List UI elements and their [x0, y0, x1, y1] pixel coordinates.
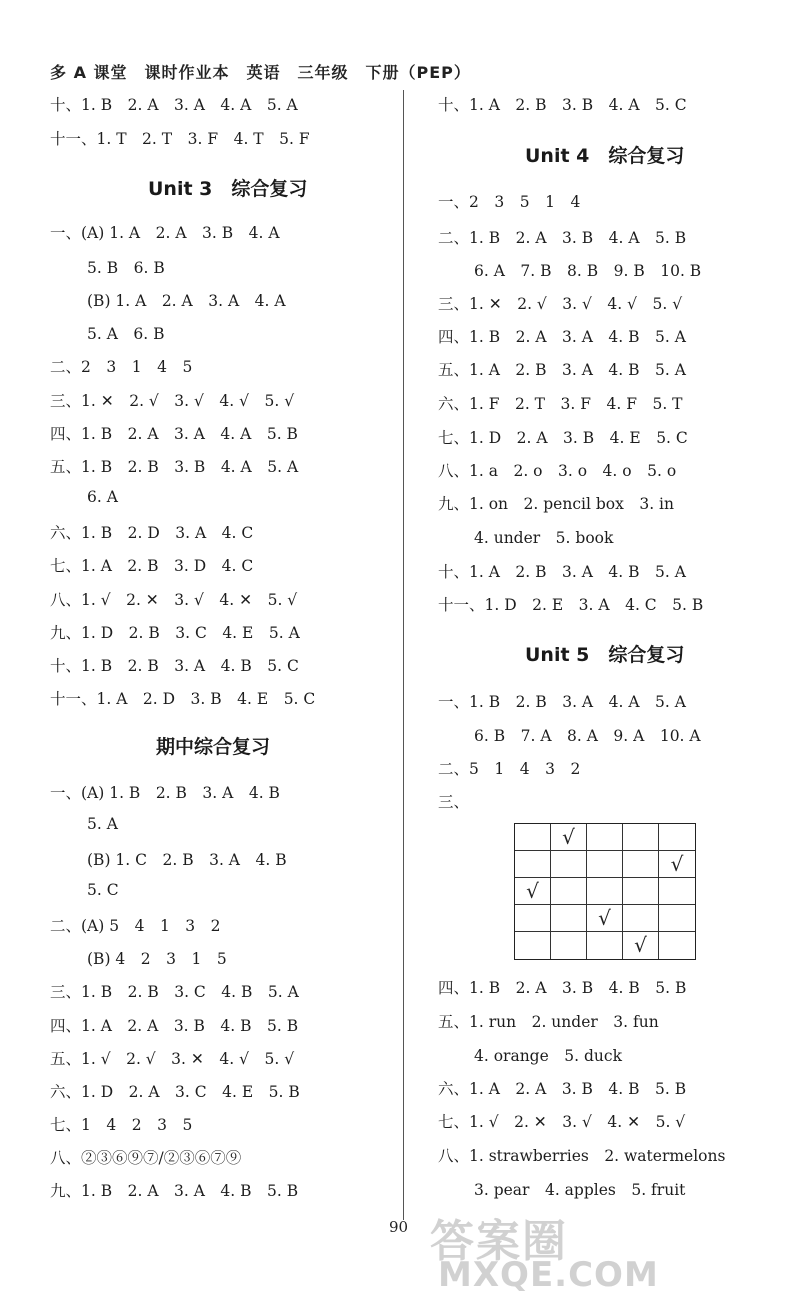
right-answer-line: 一、1. B 2. B 3. A 4. A 5. A — [438, 693, 686, 711]
grid-cell — [515, 932, 551, 959]
right-answer-line: 十、1. A 2. B 3. B 4. A 5. C — [438, 96, 687, 114]
right-answer-line: 三、1. ✕ 2. √ 3. √ 4. √ 5. √ — [438, 295, 683, 313]
right-answer-line: 6. B 7. A 8. A 9. A 10. A — [474, 727, 701, 745]
page-header: 多 A 课堂 课时作业本 英语 三年级 下册（PEP） — [50, 63, 471, 82]
grid-cell: √ — [515, 878, 551, 905]
grid-cell: √ — [551, 824, 587, 851]
grid-cell — [659, 932, 695, 959]
grid-cell — [551, 851, 587, 878]
column-divider — [403, 90, 404, 1220]
right-answer-line: 八、1. a 2. o 3. o 4. o 5. o — [438, 462, 677, 480]
grid-cell — [623, 878, 659, 905]
grid-cell — [659, 824, 695, 851]
left-answer-line: 七、1 4 2 3 5 — [50, 1116, 193, 1134]
page-number: 90 — [389, 1218, 409, 1236]
right-answer-line: 八、1. strawberries 2. watermelons — [438, 1147, 726, 1165]
left-answer-line: 九、1. B 2. A 3. A 4. B 5. B — [50, 1182, 299, 1200]
grid-cell — [551, 932, 587, 959]
left-answer-line: 十、1. B 2. B 3. A 4. B 5. C — [50, 657, 299, 675]
left-answer-line: 5. C — [87, 881, 119, 899]
left-answer-line: 5. A 6. B — [87, 325, 165, 343]
check-grid — [514, 823, 696, 960]
left-answer-line: 5. A — [87, 815, 118, 833]
left-answer-line: 十、1. B 2. A 3. A 4. A 5. A — [50, 96, 298, 114]
right-answer-line: 一、2 3 5 1 4 — [438, 193, 581, 211]
left-answer-line: 三、1. ✕ 2. √ 3. √ 4. √ 5. √ — [50, 392, 295, 410]
left-answer-line: 八、1. √ 2. ✕ 3. √ 4. ✕ 5. √ — [50, 591, 298, 609]
right-answer-line: 七、1. √ 2. ✕ 3. √ 4. ✕ 5. √ — [438, 1113, 686, 1131]
left-answer-line: 六、1. B 2. D 3. A 4. C — [50, 524, 254, 542]
grid-cell — [587, 824, 623, 851]
right-answer-line: 十、1. A 2. B 3. A 4. B 5. A — [438, 563, 686, 581]
right-answer-line: 五、1. A 2. B 3. A 4. B 5. A — [438, 361, 686, 379]
left-answer-line: 6. A — [87, 488, 118, 506]
left-section-title: 期中综合复习 — [156, 736, 271, 758]
left-answer-line: 三、1. B 2. B 3. C 4. B 5. A — [50, 983, 299, 1001]
right-answer-line: 十一、1. D 2. E 3. A 4. C 5. B — [438, 596, 704, 614]
left-answer-line: (B) 4 2 3 1 5 — [87, 950, 227, 968]
right-answer-line: 4. orange 5. duck — [474, 1047, 622, 1065]
grid-cell — [623, 824, 659, 851]
left-answer-line: 二、(A) 5 4 1 3 2 — [50, 917, 221, 935]
grid-cell: √ — [659, 851, 695, 878]
grid-cell — [587, 851, 623, 878]
right-answer-line: 七、1. D 2. A 3. B 4. E 5. C — [438, 429, 688, 447]
right-answer-line: 3. pear 4. apples 5. fruit — [474, 1181, 686, 1199]
grid-cell — [587, 878, 623, 905]
left-answer-line: 九、1. D 2. B 3. C 4. E 5. A — [50, 624, 300, 642]
left-answer-line: (B) 1. C 2. B 3. A 4. B — [87, 851, 287, 869]
left-answer-line: 二、2 3 1 4 5 — [50, 358, 193, 376]
left-answer-line: 五、1. B 2. B 3. B 4. A 5. A — [50, 458, 299, 476]
watermark-text-bottom: MXQE.COM — [438, 1255, 659, 1295]
left-answer-line: 一、(A) 1. B 2. B 3. A 4. B — [50, 784, 280, 802]
grid-cell — [515, 851, 551, 878]
left-answer-line: 十一、1. T 2. T 3. F 4. T 5. F — [50, 130, 310, 148]
left-answer-line: 四、1. B 2. A 3. A 4. A 5. B — [50, 425, 298, 443]
grid-cell — [587, 932, 623, 959]
right-answer-line: 四、1. B 2. A 3. A 4. B 5. A — [438, 328, 686, 346]
grid-cell — [551, 905, 587, 932]
right-answer-line: 4. under 5. book — [474, 529, 614, 547]
right-answer-line: 三、 — [438, 793, 470, 811]
right-answer-line: 四、1. B 2. A 3. B 4. B 5. B — [438, 979, 687, 997]
right-answer-line: 九、1. on 2. pencil box 3. in — [438, 495, 674, 513]
grid-cell — [623, 905, 659, 932]
right-answer-line: 五、1. run 2. under 3. fun — [438, 1013, 659, 1031]
left-answer-line: 六、1. D 2. A 3. C 4. E 5. B — [50, 1083, 300, 1101]
grid-cell — [623, 851, 659, 878]
left-section-title: Unit 3 综合复习 — [148, 178, 308, 200]
right-section-title: Unit 4 综合复习 — [525, 145, 685, 167]
left-answer-line: 十一、1. A 2. D 3. B 4. E 5. C — [50, 690, 316, 708]
grid-cell — [515, 905, 551, 932]
left-answer-line: (B) 1. A 2. A 3. A 4. A — [87, 292, 286, 310]
right-answer-line: 6. A 7. B 8. B 9. B 10. B — [474, 262, 702, 280]
right-answer-line: 二、5 1 4 3 2 — [438, 760, 581, 778]
grid-cell: √ — [623, 932, 659, 959]
right-section-title: Unit 5 综合复习 — [525, 644, 685, 666]
watermark-text-top: 答案圈 — [430, 1216, 568, 1267]
grid-cell — [515, 824, 551, 851]
left-answer-line: 5. B 6. B — [87, 259, 165, 277]
left-answer-line: 八、②③⑥⑨⑦/②③⑥⑦⑨ — [50, 1149, 242, 1167]
right-answer-line: 二、1. B 2. A 3. B 4. A 5. B — [438, 229, 687, 247]
right-answer-line: 六、1. A 2. A 3. B 4. B 5. B — [438, 1080, 687, 1098]
left-answer-line: 七、1. A 2. B 3. D 4. C — [50, 557, 254, 575]
grid-cell — [659, 878, 695, 905]
grid-cell: √ — [587, 905, 623, 932]
left-answer-line: 四、1. A 2. A 3. B 4. B 5. B — [50, 1017, 299, 1035]
left-answer-line: 五、1. √ 2. √ 3. ✕ 4. √ 5. √ — [50, 1050, 295, 1068]
right-answer-line: 六、1. F 2. T 3. F 4. F 5. T — [438, 395, 683, 413]
grid-cell — [551, 878, 587, 905]
left-answer-line: 一、(A) 1. A 2. A 3. B 4. A — [50, 224, 280, 242]
grid-cell — [659, 905, 695, 932]
